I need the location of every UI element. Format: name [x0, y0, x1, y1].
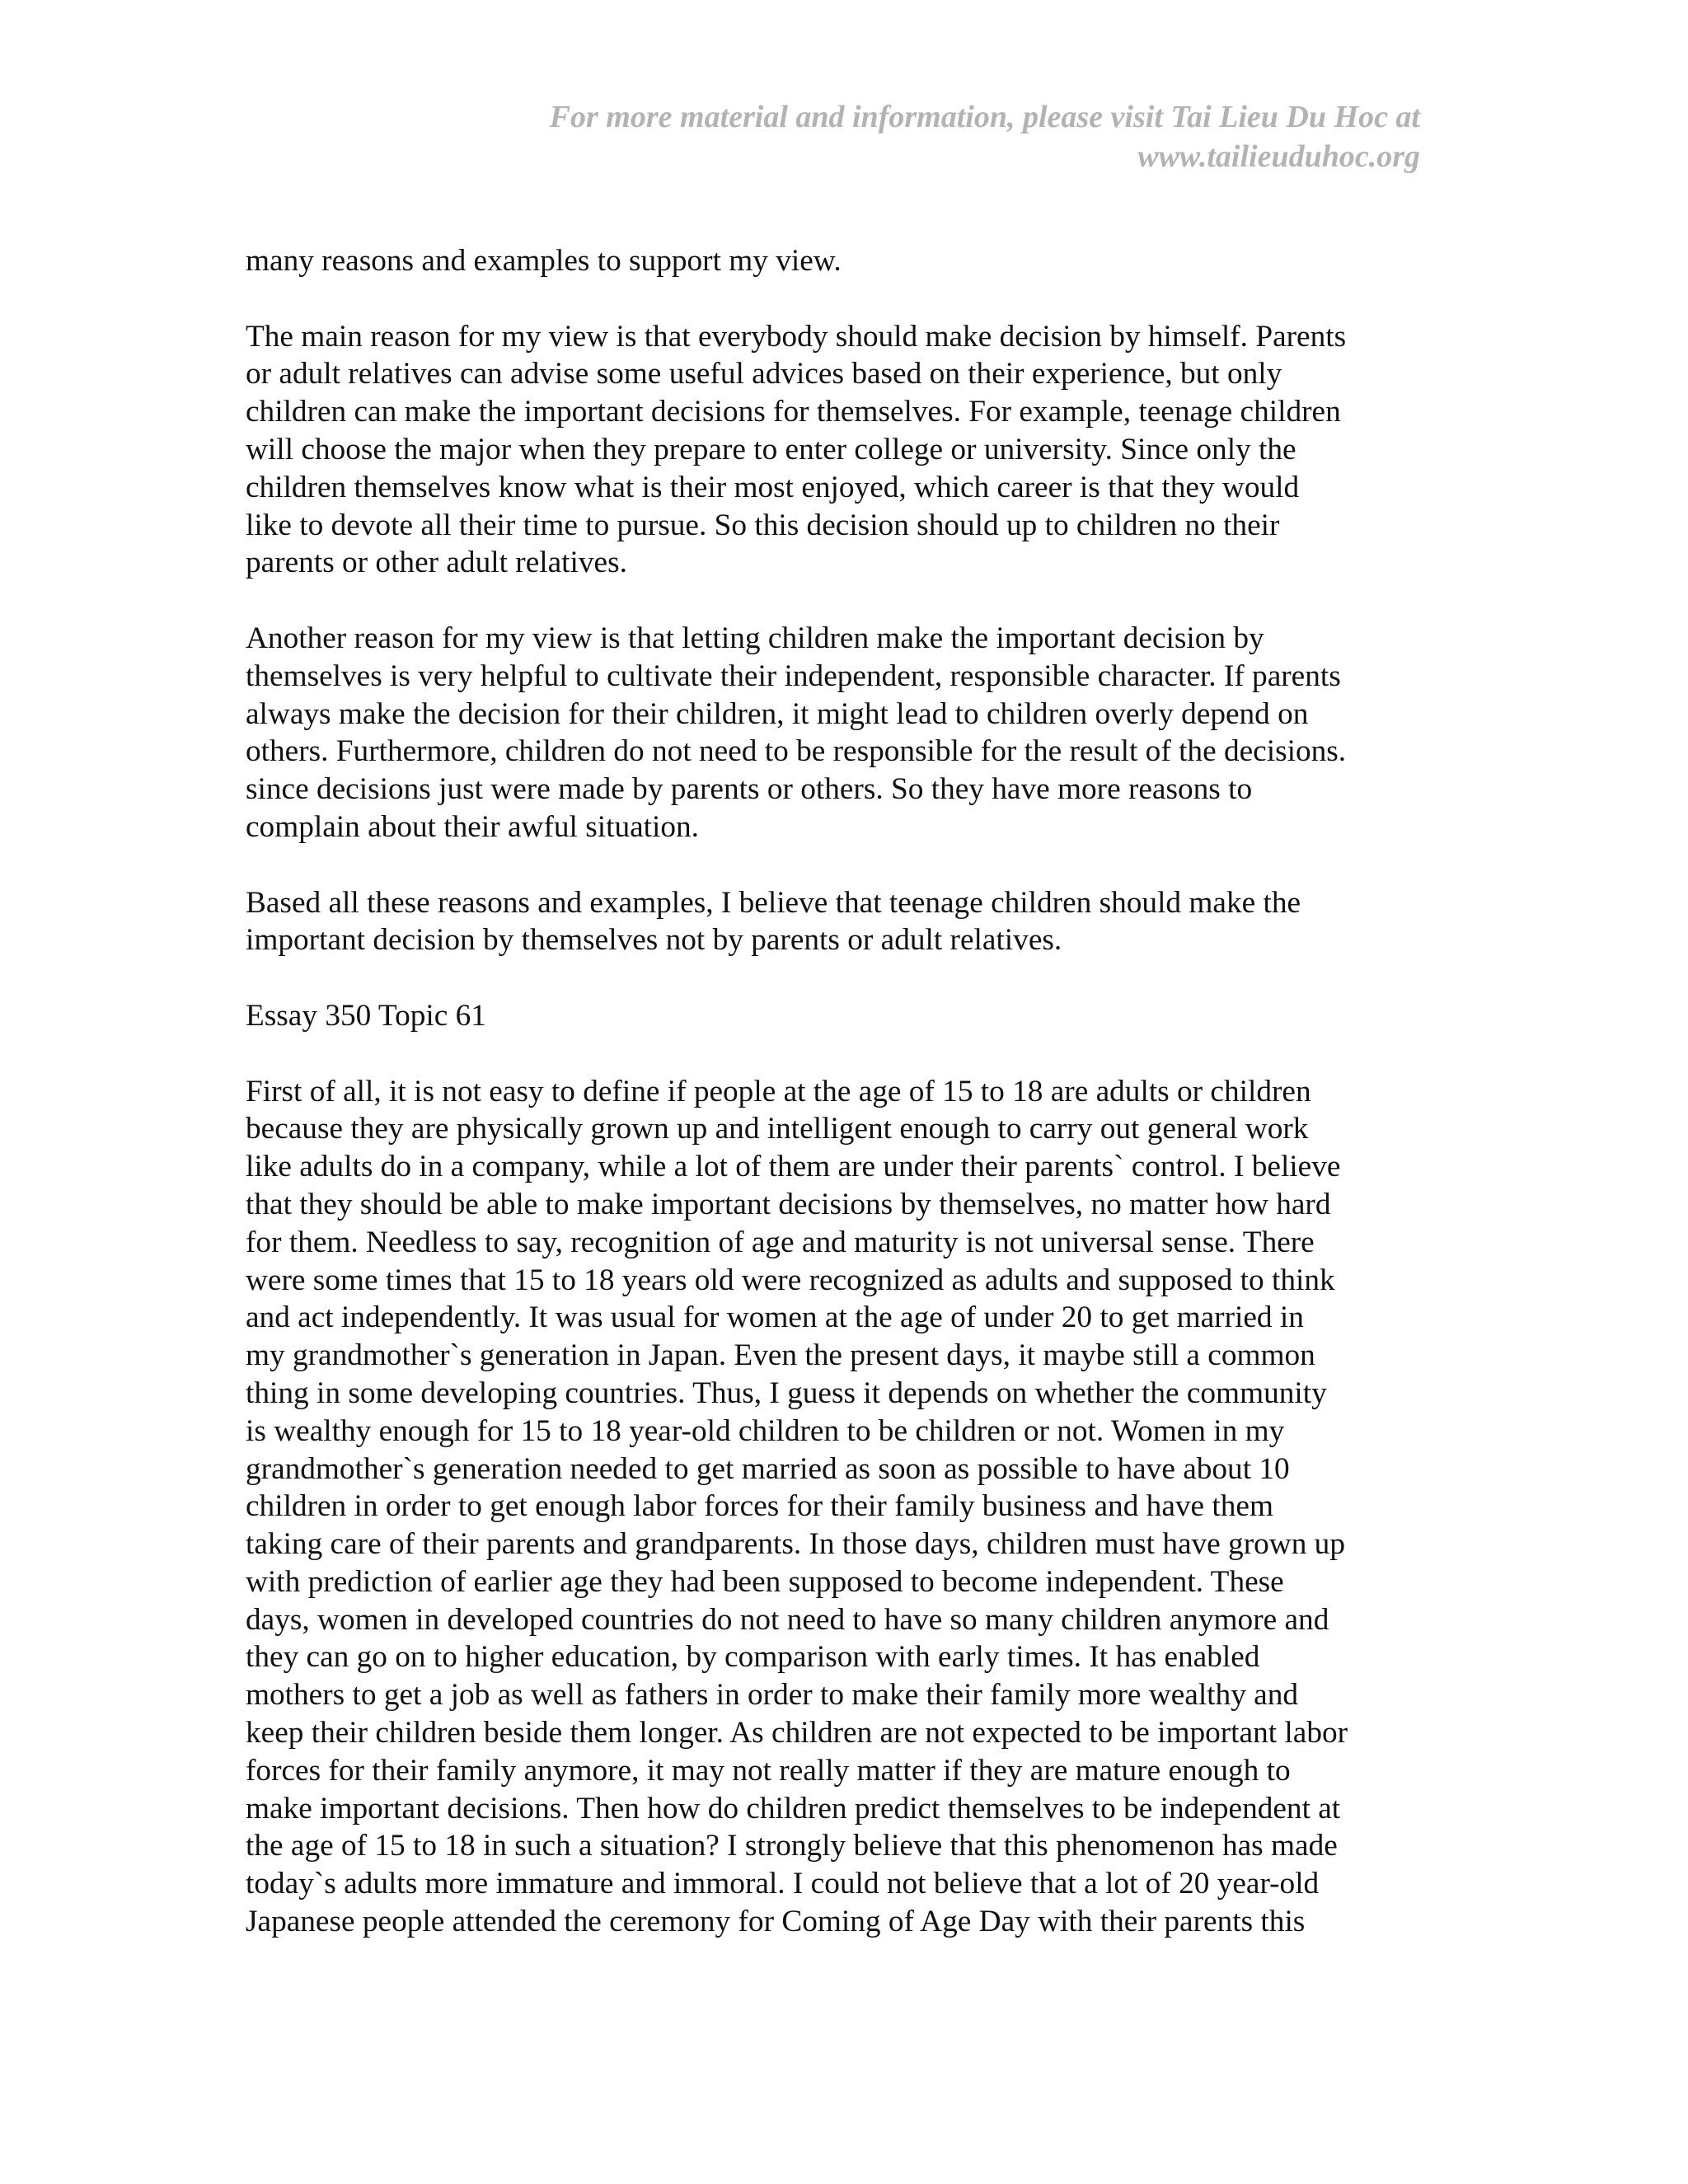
text-line: for them. Needless to say, recognition of age and maturity is not universal sense. There [246, 1225, 1315, 1259]
text-line: taking care of their parents and grandparents. In those days, children must have grown up [246, 1527, 1345, 1562]
text-line: children can make the important decisions for themselves. For example, teenage children [246, 395, 1341, 429]
text-line: because they are physically grown up and intelligent enough to carry out general work [246, 1112, 1309, 1146]
text-line: make important decisions. Then how do children predict themselves to be independent at [246, 1791, 1341, 1825]
text-line: they can go on to higher education, by comparison with early times. It has enabled [246, 1640, 1260, 1675]
essay-body [246, 242, 1432, 1979]
text-line: is wealthy enough for 15 to 18 year-old children to be children or not. Women in my [246, 1413, 1285, 1448]
text-line: themselves is very helpful to cultivate their independent, responsible character. If parents [246, 658, 1341, 693]
text-line: First of all, it is not easy to define if people at the age of 15 to 18 are adults or children [246, 1074, 1311, 1108]
text-line: or adult relatives can advise some useful advices based on their experience, but only [246, 357, 1282, 391]
text-line: with prediction of earlier age they had been supposed to become independent. These [246, 1564, 1284, 1599]
text-line: The main reason for my view is that everybody should make decision by himself. Parents [246, 319, 1347, 354]
text-line: important decision by themselves not by parents or adult relatives. [246, 923, 1062, 958]
text-line: forces for their family anymore, it may not really matter if they are mature enough to [246, 1753, 1291, 1788]
text-line: Another reason for my view is that letting children make the important decision by [246, 621, 1264, 655]
text-line: parents or other adult relatives. [246, 546, 627, 580]
text-line: since decisions just were made by parents or others. So they have more reasons to [246, 772, 1253, 807]
text-line: will choose the major when they prepare to enter college or university. Since only the [246, 432, 1296, 466]
text-line: my grandmother`s generation in Japan. Even the present days, it maybe still a common [246, 1338, 1315, 1373]
page-header [431, 97, 1420, 176]
text-line: Based all these reasons and examples, I believe that teenage children should make the [246, 885, 1301, 920]
text-line: like to devote all their time to pursue. So this decision should up to children no their [246, 508, 1280, 542]
paragraph [246, 620, 1432, 846]
text-line: others. Furthermore, children do not need to be responsible for the result of the decisions. [246, 734, 1347, 769]
text-line: Essay 350 Topic 61 [246, 998, 486, 1033]
text-line: mothers to get a job as well as fathers in order to make their family more wealthy and [246, 1678, 1299, 1713]
text-line: complain about their awful situation. [246, 809, 700, 844]
paragraph [246, 884, 1432, 960]
text-line: today`s adults more immature and immoral. I could not believe that a lot of 20 year-old [246, 1867, 1320, 1901]
paragraph [246, 1073, 1432, 1941]
header-url: www.tailieuduhoc.org [1137, 139, 1420, 174]
text-line: were some times that 15 to 18 years old were recognized as adults and supposed to think [246, 1263, 1335, 1297]
text-line: days, women in developed countries do not need to have so many children anymore and [246, 1602, 1329, 1637]
text-line: Japanese people attended the ceremony for Coming of Age Day with their parents this [246, 1905, 1306, 1939]
text-line: like adults do in a company, while a lot of them are under their parents` control. I believe [246, 1150, 1341, 1184]
text-line: keep their children beside them longer. As children are not expected to be important labor [246, 1716, 1348, 1750]
text-line: many reasons and examples to support my view. [246, 244, 842, 278]
essay-heading [246, 997, 1432, 1035]
paragraph [246, 318, 1432, 583]
text-line: the age of 15 to 18 in such a situation? I strongly believe that this phenomenon has made [246, 1829, 1338, 1863]
text-line: grandmother`s generation needed to get married as soon as possible to have about 10 [246, 1451, 1290, 1486]
text-line: always make the decision for their children, it might lead to children overly depend on [246, 696, 1309, 731]
header-line-1: For more material and information, please visit Tai Lieu Du Hoc at [549, 100, 1420, 134]
text-line: that they should be able to make important decisions by themselves, no matter how hard [246, 1187, 1331, 1221]
text-line: thing in some developing countries. Thus, I guess it depends on whether the community [246, 1376, 1327, 1410]
paragraph [246, 242, 1432, 280]
text-line: children in order to get enough labor forces for their family business and have them [246, 1489, 1273, 1524]
text-line: and act independently. It was usual for women at the age of under 20 to get married in [246, 1301, 1304, 1335]
text-line: children themselves know what is their most enjoyed, which career is that they would [246, 470, 1300, 504]
